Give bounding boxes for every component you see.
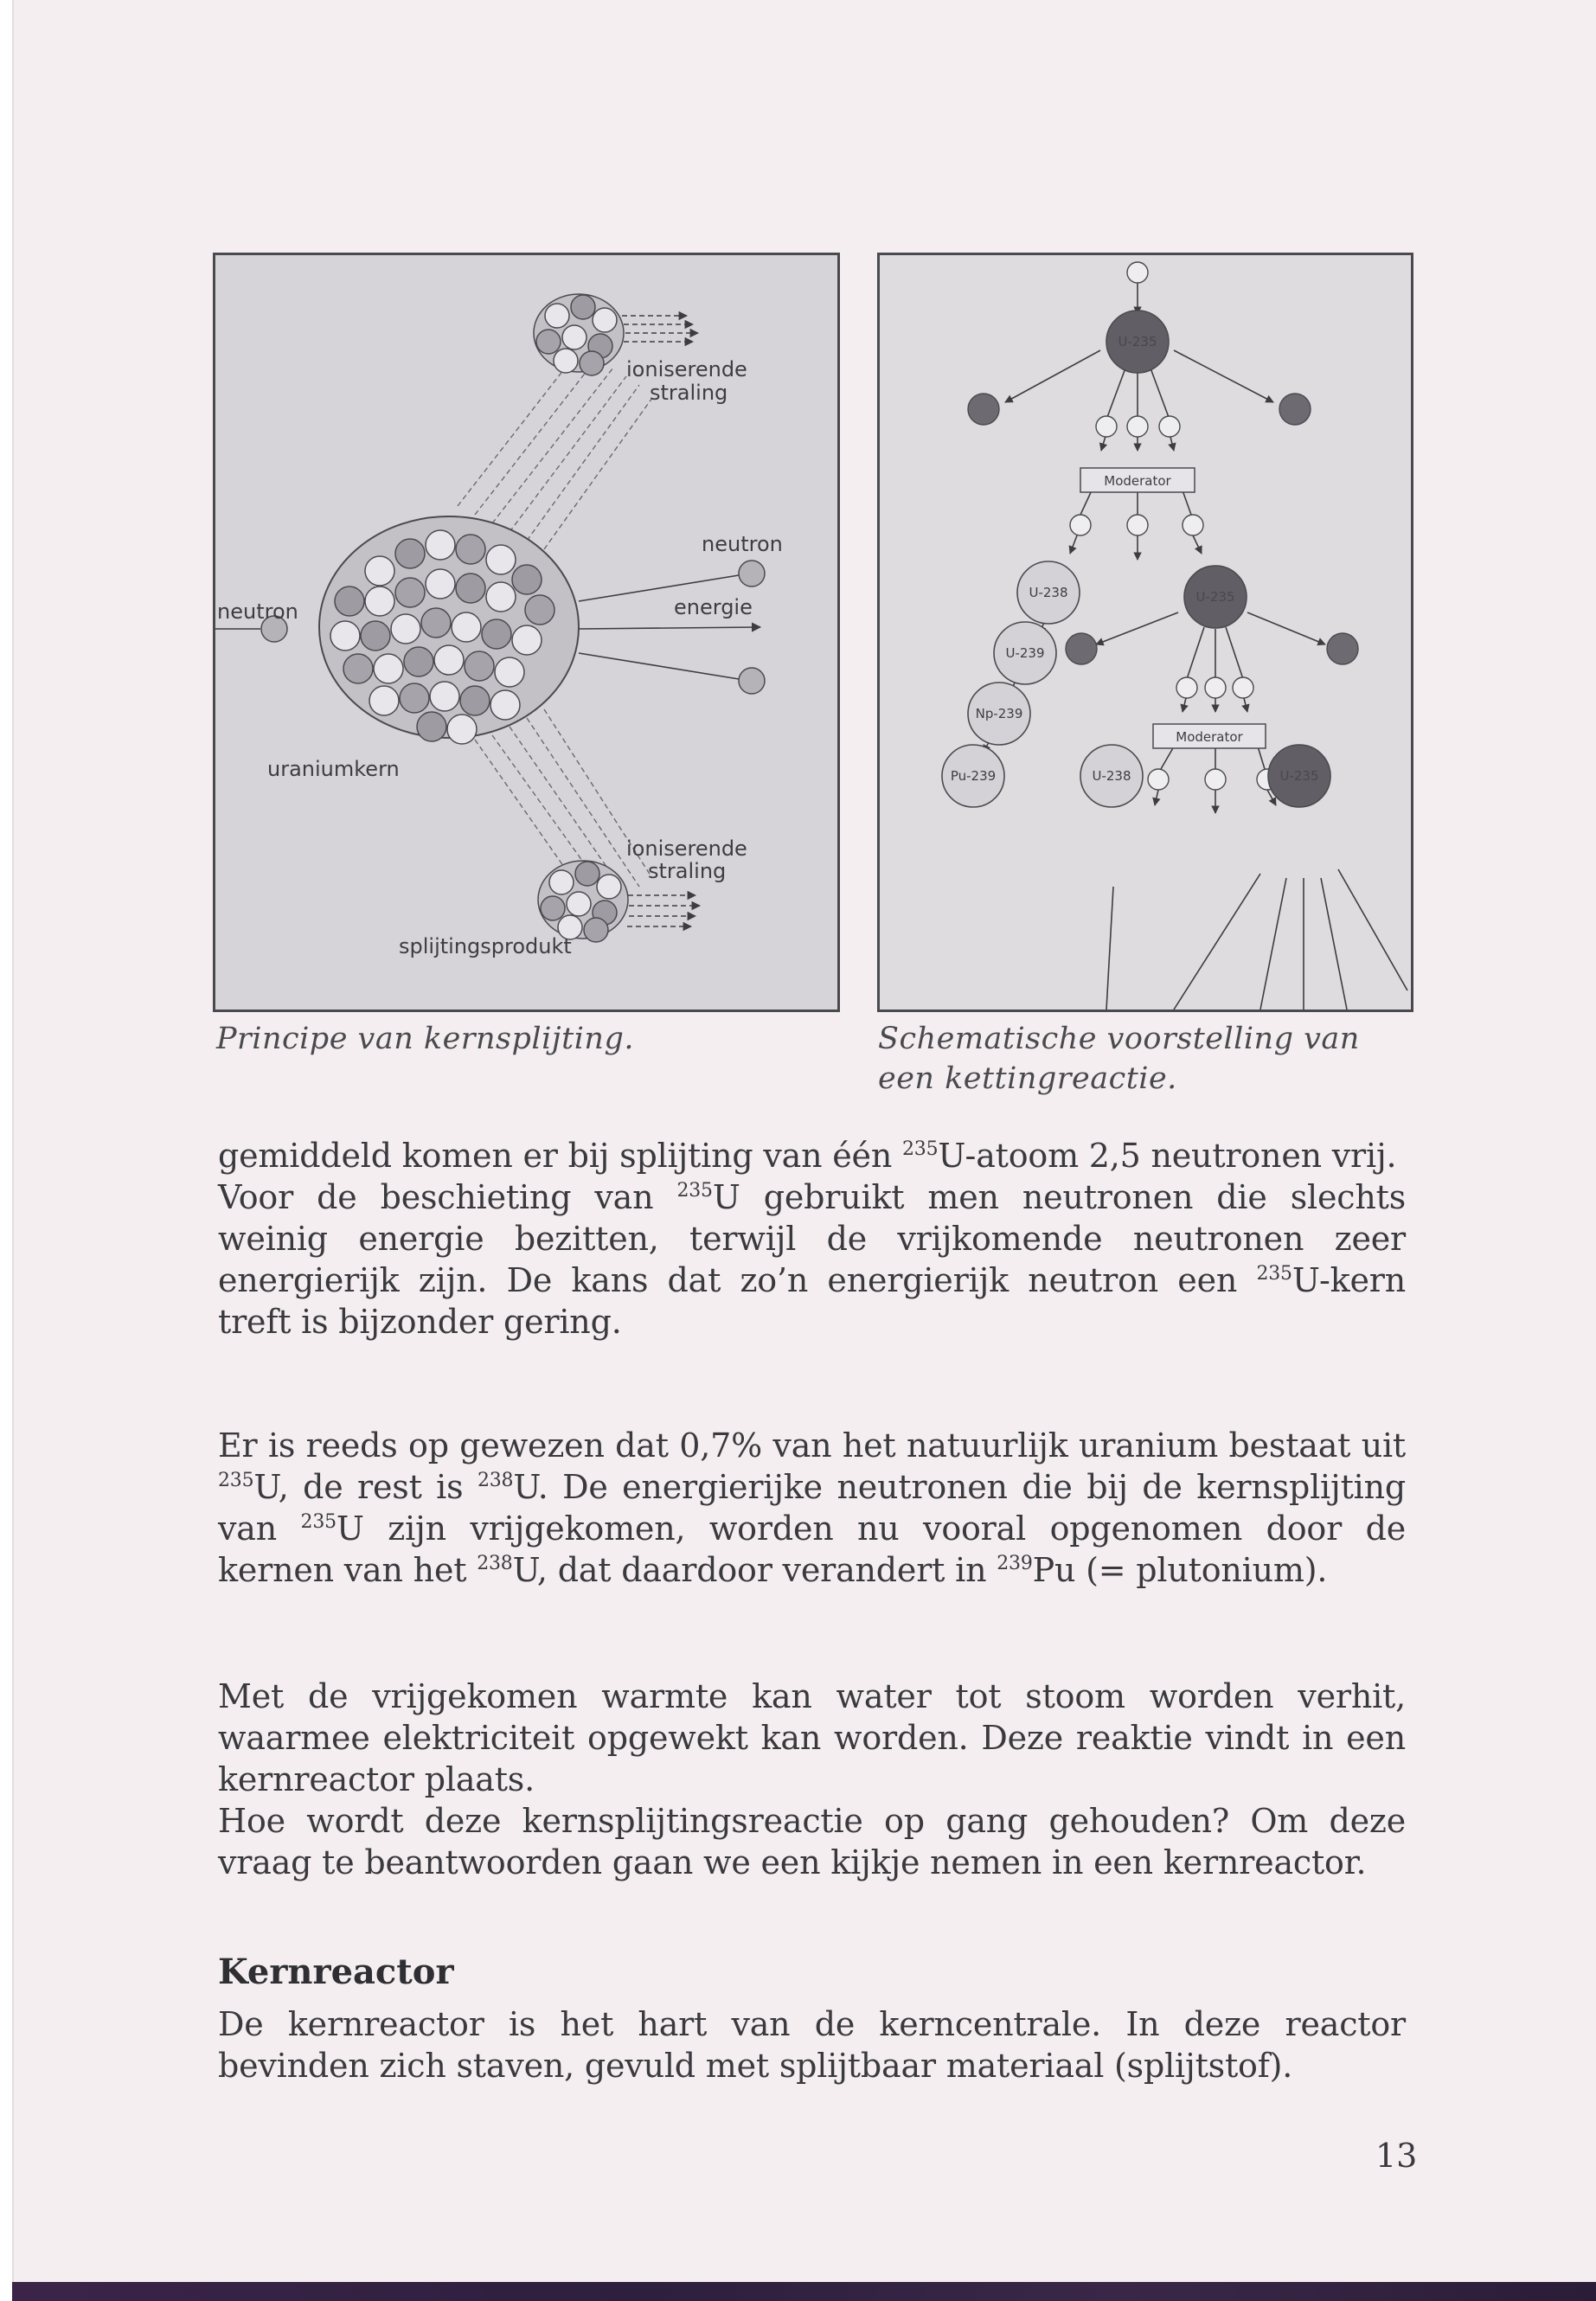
superscript: 239 bbox=[997, 1553, 1033, 1574]
superscript: 235 bbox=[218, 1470, 254, 1491]
node-u239: U-239 bbox=[1005, 645, 1045, 661]
superscript: 238 bbox=[477, 1470, 514, 1491]
text: U, dat daardoor verandert in bbox=[512, 1551, 997, 1589]
paragraph-line: De kernreactor is het hart van de kerncentrale. In deze reactor bevinden zich staven, gevuld met splijtbaar materiaal (splijtstof). bbox=[218, 2005, 1406, 2085]
node-np239: Np-239 bbox=[975, 706, 1023, 721]
paragraph-uranium-isotopes bbox=[218, 1425, 1406, 1591]
superscript: 235 bbox=[300, 1511, 337, 1533]
node-moderator-2: Moderator bbox=[1176, 729, 1243, 745]
text: U. De energierijke neutronen die bij de kernsplijting van bbox=[218, 1468, 1406, 1548]
page-number: 13 bbox=[1375, 2137, 1418, 2175]
scan-bottom-edge bbox=[12, 2282, 1596, 2301]
text: U, de rest is bbox=[253, 1468, 478, 1506]
figure-caption-fission: Principe van kernsplijting. bbox=[216, 1022, 634, 1056]
node-u235-top: U-235 bbox=[1118, 334, 1157, 349]
label-neutron-out: neutron bbox=[702, 532, 783, 556]
paragraph-line bbox=[218, 1135, 1406, 1176]
chain-reaction-diagram bbox=[877, 253, 1413, 1012]
figure-caption-chain-reaction: Schematische voorstelling van een kettingreactie. bbox=[878, 1022, 1360, 1096]
text: U zijn vrijgekomen, worden nu vooral opgenomen door de kernen van het bbox=[218, 1509, 1406, 1589]
page-left-edge bbox=[0, 0, 14, 2301]
text: U-kern treft is bijzonder gering. bbox=[218, 1261, 1406, 1341]
node-pu239: Pu-239 bbox=[950, 768, 997, 784]
text: Er is reeds op gewezen dat 0,7% van het natuurlijk uranium bestaat uit bbox=[218, 1426, 1406, 1465]
label-uranium-nucleus: uraniumkern bbox=[267, 757, 400, 781]
text: U-atoom 2,5 neutronen vrij. bbox=[938, 1137, 1397, 1175]
label-radiation-bottom-2: straling bbox=[648, 859, 727, 883]
superscript: 238 bbox=[477, 1553, 513, 1574]
paragraph-line bbox=[218, 1425, 1406, 1591]
node-u238-a: U-238 bbox=[1029, 585, 1068, 600]
text: Voor de beschieting van bbox=[218, 1178, 677, 1216]
node-u238-b: U-238 bbox=[1092, 768, 1131, 784]
superscript: 235 bbox=[1256, 1263, 1292, 1285]
label-radiation-top-1: ioniserende bbox=[626, 357, 747, 381]
section-heading-kernreactor: Kernreactor bbox=[218, 1952, 454, 1992]
node-u235-bottom: U-235 bbox=[1279, 768, 1319, 784]
paragraph-line: Hoe wordt deze kernsplijtingsreactie op gang gehouden? Om deze vraag te beantwoorden gaan we een kijkje nemen in een kernreactor. bbox=[218, 1802, 1406, 1881]
uranium-nucleus-graphic bbox=[319, 516, 579, 744]
paragraph-line: Met de vrijgekomen warmte kan water tot stoom worden verhit, waarmee elektriciteit opgewekt kan worden. Deze reaktie vindt in een kernreactor plaats. bbox=[218, 1677, 1406, 1798]
paragraph-neutrons bbox=[218, 1135, 1406, 1343]
label-radiation-bottom-1: ioniserende bbox=[626, 836, 747, 861]
paragraph-kernreactor bbox=[218, 2003, 1406, 2086]
paragraph-line bbox=[218, 1176, 1406, 1343]
text: gemiddeld komen er bij splijting van één bbox=[218, 1137, 902, 1175]
node-moderator-1: Moderator bbox=[1104, 473, 1171, 489]
node-u235-mid: U-235 bbox=[1195, 589, 1235, 605]
text: Pu (= plutonium). bbox=[1032, 1551, 1328, 1589]
text: U gebruikt men neutronen die slechts weinig energie bezitten, terwijl de vrijkomende neutronen zeer energierijk zijn. De kans dat zo’n energierijk neutron een bbox=[218, 1178, 1407, 1299]
label-energy: energie bbox=[674, 595, 753, 619]
superscript: 235 bbox=[901, 1138, 939, 1160]
label-neutron-in: neutron bbox=[217, 599, 298, 624]
paragraph-heat-steam bbox=[218, 1676, 1406, 1883]
superscript: 235 bbox=[676, 1180, 713, 1202]
fission-diagram bbox=[213, 253, 840, 1012]
label-radiation-top-2: straling bbox=[650, 381, 728, 405]
label-fission-product: splijtingsprodukt bbox=[399, 934, 572, 958]
